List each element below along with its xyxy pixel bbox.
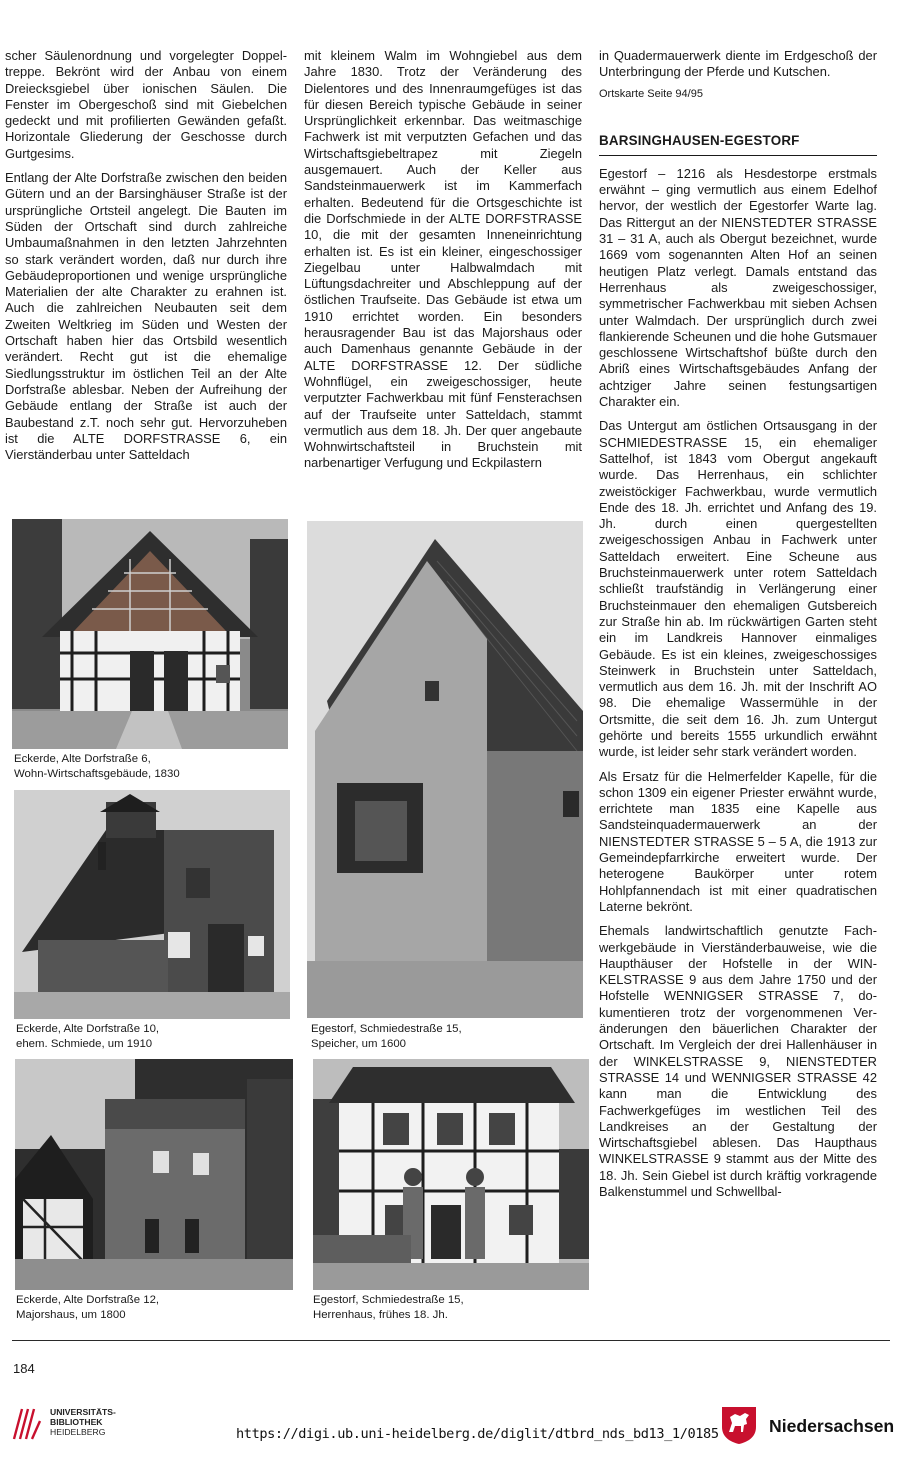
source-url[interactable]: https://digi.ub.uni-heidelberg.de/diglit/dtbrd_nds_bd13_1/0185 (236, 1426, 719, 1442)
photo-caption: Eckerde, Alte Dorfstraße 6, Wohn-Wirtschaftsgebäude, 1830 (14, 753, 180, 780)
state-name: Niedersachsen (769, 1416, 895, 1436)
paragraph: scher Säulenordnung und vorgelegter Doppeltreppe. Bekrönt wird der Anbau von einem Dreiecksgiebel über ionischen Säulen. Die Fenster im Obergeschoß sind mit Giebelchen gedeckt und mit profilierten Gewänden gefaßt. Horizontale Gliederung der Geschosse durch Gurtgesims. (5, 48, 287, 161)
page-bottom-rule (12, 1340, 890, 1341)
photo-stone-granary (307, 521, 583, 1018)
paragraph: Egestorf – 1216 als Hesdestorpe erstmals erwähnt – ging vermutlich aus einem Edelhof hervor, der westlich der Egestorfer Warte lag. Das Rittergut an der NIENSTEDTER STRASSE 31 – 31 A, auch als Obergut bezeichnet, wurde 1669 vom sogenannten Alten Hof an seinen heutigen Platz verlegt. Damals entstand das Herrenhaus als zweigeschossiger, symmetrischer Fachwerkbau mit sieben Achsen unter Walmdach. Der ursprünglich durch zwei flankierende Scheunen und die hohe Gutsmauer geschlossene Wirtschaftshof büßte durch den Abriß eines Wirtschaftsgebäudes Anfang der achtziger Jahre seinen festungsartigen Charakter ein. (599, 165, 877, 410)
map-reference: Ortskarte Seite 94/95 (599, 87, 703, 100)
photo-majorshaus (15, 1059, 293, 1290)
photo-caption: Eckerde, Alte Dorfstraße 12, Majorshaus, um 1800 (16, 1294, 160, 1321)
paragraph: mit kleinem Walm im Wohngiebel aus dem Jahre 1830. Trotz der Veränderung des Dielentores und des Innenraumgefüges ist das für diesen Bereich typische Gebäude in seiner Ursprünglichkeit erkennbar. Das weitmaschige Fachwerk ist mit verputzten Gefachen und das Wirtschaftsgiebeltrapez mit Ziegeln ausgemauert. Auch der Keller aus Sandsteinmauerwerk ist im Kammerfach erhalten. Bedeutend für die Ortsgeschichte ist die Dorfschmiede in der ALTE DORFSTRASSE 10, die mit der gesamten Inneneinrichtung erhalten ist. Es ist ein kleiner, eingeschossiger Ziegelbau unter Halbwalmdach mit Lüftungsdachreiter und Abschleppung auf der östlichen Traufseite. Das Gebäude ist etwa um 1910 errichtet worden. Ein besonders herausragender Bau ist das Majorshaus oder auch Damenhaus genannte Gebäude in der ALTE DORFSTRASSE 12. Der südliche Wohnflügel, ein zweigeschossiger, heute verputzter Fachwerkbau mit fünf Fensterachsen auf der Traufseite unter Satteldach, stammt vermutlich aus dem 18. Jh. Der quer angebaute Wohnwirtschaftsteil in Bruchstein mit narbenartiger Verfugung und Eckpilastern (304, 48, 582, 471)
university-library-logo-icon (10, 1405, 44, 1441)
section-heading: BARSINGHAUSEN-EGESTORF (599, 133, 877, 156)
niedersachsen-horse-emblem-icon (720, 1405, 758, 1445)
university-library-name: UNIVERSITÄTS- BIBLIOTHEK HEIDELBERG (50, 1407, 116, 1437)
paragraph: Als Ersatz für die Helmerfelder Kapelle, für die schon 1309 ein eigener Priester erwähnt wurde, errichtete man 1835 eine Kapelle aus Sandsteinquadermauerwerk an der NIENSTEDTER STRASSE 5 – 5 A, die 1913 zur Gemeindepfarrkirche erweitert wurde. Der heterogene Baukörper unter rotem Hohlpfannendach ist mit einer quadratischen Laterne bekrönt. (599, 768, 877, 914)
photo-caption: Egestorf, Schmiedestraße 15, Herrenhaus, frühes 18. Jh. (313, 1294, 464, 1321)
text-column-2 (304, 48, 582, 480)
photo-smithy (14, 790, 290, 1019)
photo-caption: Egestorf, Schmiedestraße 15, Speicher, um 1600 (311, 1023, 462, 1050)
photo-caption: Eckerde, Alte Dorfstraße 10, ehem. Schmiede, um 1910 (16, 1023, 160, 1050)
text-column-3 (599, 48, 877, 1208)
page-number: 184 (13, 1361, 35, 1376)
photo-herrenhaus (313, 1059, 589, 1290)
paragraph: Das Untergut am östlichen Ortsausgang in der SCHMIEDESTRASSE 15, ein ehemaliger Sattelhof, ist 1843 vom Obergut angekauft wurde. Das Herrenhaus, ein schlichter zweistöckiger Fachwerkbau, wurde vermutlich Ende des 18. Jh. errichtet und Anfang des 19. Jh. durch einen quergestellten zweigeschossigen Anbau in Fachwerk unter Satteldach erweitert. Eine Scheune aus Bruchsteinmauerwerk unter rotem Satteldach schließt traufständig in Verlängerung einer Bruchsteinmauer den ehemaligen Gutsbereich zur Straße hin ab. Im rückwärtigen Garten steht ein im Landkreis Hannover einmaliges Gebäude. Es ist ein kleines, zweigeschossiges Steinwerk in Bruchstein unter Satteldach, vermutlich aus dem 16. Jh. mit der Inschrift AO 98. Die ehemalige Wassermühle in der Ortsmitte, die seit dem 16. Jh. zum Untergut gehörte und bereits 1555 urkundlich erwähnt wurde, ist leider sehr stark verändert worden. (599, 418, 877, 760)
paragraph: in Quadermauerwerk diente im Erdgeschoß der Unterbringung der Pferde und Kutschen. (599, 48, 877, 80)
paragraph: Entlang der Alte Dorfstraße zwischen den beiden Gütern und an der Barsinghäuser Straße ist der ursprüngliche Ortsteil angelegt. Die Bauten im Süden der Ortschaft sind durch zahlreiche Umbaumaßnahmen in den letzten Jahrzehnten so stark verändert worden, daß nur durch ihre Gebäudeproportionen und wenige ursprüngliche Materialien der alte Charakter zu erahnen ist. Auch die zahlreichen Neubauten seit dem Zweiten Weltkrieg im Süden und Westen der Ortschaft haben hier das Ortsbild wesentlich verändert. Recht gut ist die ehemalige Siedlungsstruktur im östlichen Teil an der Alte Dorfstraße ablesbar. Neben der Aufreihung der Gebäude entlang der Straße ist auch der Baubestand z.T. noch sehr gut. Hervorzuheben ist die ALTE DORFSTRASSE 6, ein Vierständerbau unter Satteldach (5, 170, 287, 463)
digitization-footer (0, 1392, 904, 1458)
text-column-1 (5, 48, 287, 471)
paragraph: Ehemals landwirtschaftlich genutzte Fachwerkgebäude in Vierständerbauweise, wie die Haupthäuser der Hofstelle in der WINKELSTRASSE 9 aus dem Jahre 1750 und der Hofstelle WENNIGSER STRASSE 7, dokumentieren trotz der vorgenommenen Veränderungen den bäuerlichen Charakter der Ortschaft. Im Vergleich der drei Hallenhäuser in der WINKELSTRASSE 9, NIENSTEDTER STRASSE 14 und WENNIGSER STRASSE 42 kann man die Entwicklung des Fachwerkgefüges im westlichen Teil des Landkreises an der Gestaltung der Wirtschaftsgiebel ablesen. Das Haupthaus WINKELSTRASSE 9 stammt aus der Mitte des 18. Jh. Sein Giebel ist durch kräftig vorkragende Balkenstummel und Schwellbal- (599, 923, 877, 1199)
photo-half-timbered-farmhouse (12, 519, 288, 749)
